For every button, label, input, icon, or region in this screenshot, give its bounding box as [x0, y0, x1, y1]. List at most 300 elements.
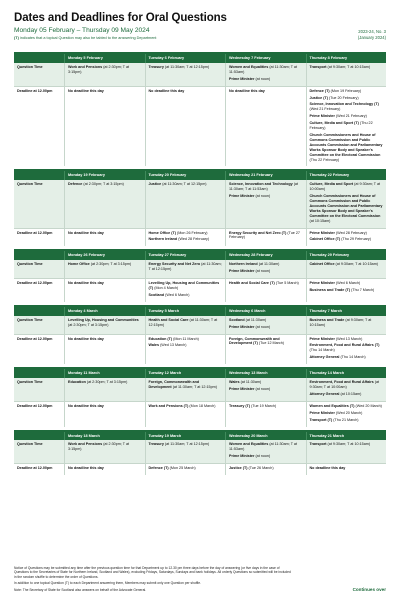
department-entry [149, 65, 223, 70]
department-name: Defence (T) [148, 466, 169, 471]
department-time: (at 11:30am; T at 11:53am) [229, 182, 298, 192]
day-header: Tuesday 20 February [145, 171, 226, 180]
continues-over-label: Continues over [352, 586, 386, 592]
department-time: (at 11:30am) [240, 380, 262, 385]
day-header: Tuesday 12 March [145, 369, 226, 378]
day-header: Monday 18 March [64, 432, 145, 441]
day-header: Tuesday 6 February [145, 54, 226, 63]
department-entry [149, 293, 223, 298]
page-footer [14, 566, 386, 594]
department-entry [68, 65, 142, 75]
department-name: Work and Pensions (T) [148, 403, 189, 408]
question-time-row [14, 378, 386, 402]
day-header: Monday 5 February [64, 54, 145, 63]
day-cell [225, 229, 306, 247]
deadline-row [14, 402, 386, 427]
department-time: (Thu 14 March) [309, 348, 335, 353]
week-block [14, 430, 386, 476]
department-time: (Wed 6 March) [165, 292, 190, 297]
department-name: Northern Ireland [229, 262, 258, 267]
row-label: Deadline at 12.00pm [17, 466, 53, 471]
department-time: (Wed 13 March) [335, 336, 363, 341]
day-cell [306, 316, 387, 334]
week-header-row [14, 307, 386, 316]
department-entry [310, 182, 384, 192]
day-header: Monday 4 March [64, 307, 145, 316]
week-header-row [14, 171, 386, 180]
department-time: (Mon 19 February) [330, 88, 362, 93]
department-name: Prime Minister [229, 269, 255, 274]
department-entry [149, 262, 223, 272]
header-spacer [14, 54, 64, 63]
row-label: Question Time [17, 317, 43, 322]
session-number: 2023-24, No. 3 [358, 29, 386, 34]
day-cell [145, 316, 226, 334]
day-cell [145, 464, 226, 475]
department-name: Wales [229, 380, 240, 385]
department-time: (Wed 20 March) [355, 403, 382, 408]
day-cell [145, 229, 226, 247]
department-entry [68, 380, 142, 385]
department-name: Women and Equalities (T) [309, 403, 355, 408]
department-entry [310, 355, 384, 360]
department-entry [310, 380, 384, 390]
department-entry [310, 337, 384, 342]
department-name: Science, Innovation and Technology [229, 182, 293, 187]
row-label: Deadline at 12.00pm [17, 88, 53, 93]
day-cell [145, 402, 226, 427]
department-time: (at 2:30pm; T at 3:15pm) [86, 380, 128, 385]
department-name: Treasury [148, 64, 164, 69]
topical-legend [14, 36, 386, 40]
department-entry [68, 281, 142, 286]
department-time: (Tue 19 March) [251, 403, 277, 408]
deadline-row [14, 279, 386, 302]
row-label: Question Time [17, 64, 43, 69]
page-header [14, 12, 386, 40]
department-name: Energy Security and Net Zero (T) [229, 230, 287, 235]
department-entry [229, 325, 303, 330]
day-header: Wednesday 21 February [225, 171, 306, 180]
day-header: Monday 11 March [64, 369, 145, 378]
department-time: (at noon) [255, 194, 271, 199]
department-time: (at 2:30pm; T at 3:15pm) [68, 322, 109, 327]
day-cell [64, 63, 145, 86]
session-info [358, 29, 386, 41]
day-header: Thursday 8 February [306, 54, 387, 63]
question-time-row [14, 316, 386, 335]
department-name: Prime Minister [309, 336, 335, 341]
day-header: Thursday 7 March [306, 307, 387, 316]
day-cell [64, 229, 145, 247]
day-cell [145, 260, 226, 278]
day-cell [145, 63, 226, 86]
department-entry [229, 337, 303, 347]
department-time: (at noon) [255, 454, 271, 459]
department-name: Wales [148, 343, 160, 348]
question-time-row [14, 180, 386, 228]
department-entry [229, 318, 303, 323]
department-entry [68, 337, 142, 342]
department-time: (Wed 20 March) [335, 410, 363, 415]
department-time: (Tue 26 March) [248, 466, 274, 471]
day-cell [306, 378, 387, 401]
department-entry [310, 89, 384, 94]
department-name: Treasury [148, 442, 164, 447]
department-entry [229, 387, 303, 392]
department-name: Prime Minister [309, 114, 335, 119]
department-name: Treasury (T) [229, 403, 251, 408]
deadline-row [14, 335, 386, 365]
department-time: (at 2:30pm; T at 3:15pm) [68, 442, 130, 452]
day-cell [145, 335, 226, 365]
day-cell [225, 63, 306, 86]
department-name: Home Office (T) [148, 230, 176, 235]
header-spacer [14, 171, 64, 180]
day-cell [145, 279, 226, 302]
department-name: Attorney General [309, 355, 340, 360]
department-name: Justice (T) [229, 466, 248, 471]
department-name: Business and Trade [309, 317, 345, 322]
department-entry [229, 65, 303, 75]
department-time: (at 2:30pm; T at 3:15pm) [68, 64, 130, 74]
row-label: Question Time [17, 442, 43, 447]
session-date: (January 2024) [357, 35, 386, 40]
department-time: (at 11:30am; T at 12:15pm) [148, 317, 218, 327]
department-name: Levelling Up, Housing and Communities (T) [148, 281, 220, 290]
week-header-row [14, 251, 386, 260]
department-entry [149, 380, 223, 390]
department-entry [68, 442, 142, 452]
department-time: (Tue 27 February) [229, 230, 300, 240]
department-entry [149, 343, 223, 348]
department-entry [310, 418, 384, 423]
department-entry [149, 442, 223, 447]
department-entry [229, 281, 303, 286]
department-entry [310, 392, 384, 397]
department-entry [149, 337, 223, 342]
department-entry [68, 262, 142, 267]
department-name: Scotland [148, 292, 165, 297]
department-name: Cabinet Office [309, 262, 335, 267]
department-entry [229, 262, 303, 267]
department-time: (at 11:30am; T at 11:53am) [229, 64, 297, 74]
day-header: Tuesday 19 March [145, 432, 226, 441]
day-cell [225, 464, 306, 475]
row-label: Deadline at 12.00pm [17, 336, 53, 341]
department-time: (at noon) [255, 76, 271, 81]
department-name: Prime Minister [229, 386, 255, 391]
department-time: (at 9:30am; T at 10:00am) [309, 380, 380, 389]
day-cell [145, 378, 226, 401]
department-time: (Wed 6 March) [335, 281, 361, 286]
department-time: (at 11:30am) [258, 262, 280, 267]
department-name: Church Commissioners and House of Commons Commission and Public Accounts Commission and Parliamentary Works Sponsor Body and Speaker's Committee on the Electoral Commission [309, 194, 383, 218]
schedule-table [14, 52, 386, 478]
department-time: (Mon 26 February) [176, 230, 208, 235]
department-name: Prime Minister [309, 230, 335, 235]
row-label: Question Time [17, 182, 43, 187]
department-entry [229, 404, 303, 409]
header-spacer [14, 251, 64, 260]
topical-marker: (T) [14, 36, 19, 40]
header-spacer [14, 369, 64, 378]
department-entry [310, 237, 384, 242]
week-block [14, 249, 386, 301]
department-name: No deadline this day [68, 88, 104, 93]
department-entry [229, 454, 303, 459]
department-time: (Wed 13 March) [160, 343, 187, 348]
day-cell [145, 180, 226, 227]
department-name: Foreign, Commonwealth and Development (T) [229, 336, 280, 346]
day-header: Thursday 21 March [306, 432, 387, 441]
header-spacer [14, 432, 64, 441]
day-header: Wednesday 13 March [225, 369, 306, 378]
department-time: (at noon) [255, 269, 271, 274]
department-name: Scotland [229, 317, 245, 322]
day-cell [225, 87, 306, 167]
department-name: Work and Pensions [68, 442, 103, 447]
department-time: (at 2:30pm; T at 3:15pm) [90, 262, 132, 267]
department-name: Science, Innovation and Technology (T) [309, 102, 379, 107]
department-entry [310, 65, 384, 70]
row-label: Deadline at 12.00pm [17, 281, 53, 286]
department-time: (at 11:30am) [245, 317, 267, 322]
row-label: Question Time [17, 262, 43, 267]
day-cell [225, 180, 306, 227]
department-time: (at 2:30pm; T at 3:15pm) [83, 182, 124, 187]
row-label: Deadline at 12.00pm [17, 403, 53, 408]
day-cell [225, 440, 306, 463]
day-cell [306, 87, 387, 167]
department-entry [149, 281, 223, 291]
department-name: Energy Security and Net Zero [148, 262, 201, 267]
department-time: (Wed 21 February) [309, 107, 341, 112]
department-time: (at 11:30am; T at 12:15pm) [172, 384, 217, 389]
day-header: Tuesday 27 February [145, 251, 226, 260]
department-time: (Mon 18 March) [189, 403, 216, 408]
day-cell [145, 440, 226, 463]
department-entry [229, 269, 303, 274]
deadline-row [14, 229, 386, 247]
header-spacer [14, 307, 64, 316]
notice-text: Notice of Questions may be submitted any time after the previous question time for that Department up to 12.30 pm three days before the day of answering (or five days in the case of Questions to the Secretaries of State for Northern Ireland, Scotland and Wales), excluding Fridays, Saturdays, Sundays and bank holidays. All orderly Questions so submitted will be included in the random shuffle to determine the order of Questions. [14, 566, 291, 579]
department-time: (Tue 20 February) [328, 95, 359, 100]
department-time: (Thu 14 March) [340, 355, 366, 360]
department-entry [68, 318, 142, 328]
department-entry [310, 411, 384, 416]
department-time: (at 11:30am; T at 11:53am) [229, 442, 297, 452]
department-name: No deadline this day [68, 230, 104, 235]
department-entry [68, 466, 142, 471]
department-name: Prime Minister [229, 76, 255, 81]
day-cell [306, 260, 387, 278]
department-name: No deadline this day [309, 466, 346, 471]
department-entry [149, 89, 223, 94]
day-cell [64, 378, 145, 401]
department-name: Business and Trade (T) [309, 288, 351, 292]
department-name: Education (T) [148, 336, 173, 341]
department-entry [310, 466, 384, 471]
day-cell [64, 260, 145, 278]
deadline-row [14, 464, 386, 475]
department-name: Culture, Media and Sport [309, 182, 354, 187]
department-entry [229, 466, 303, 471]
department-name: Justice (T) [309, 95, 328, 100]
day-cell [306, 279, 387, 302]
department-entry [68, 182, 142, 187]
department-entry [229, 89, 303, 94]
department-name: Northern Ireland [148, 237, 178, 242]
week-block [14, 52, 386, 166]
department-time: (at 11:30am; T at 12:15pm) [162, 182, 207, 187]
department-name: Church Commissioners and House of Commons Commission and Public Accounts Commission and Parliamentary Works Sponsor Body and Speaker's Committee on the Electoral Commission [309, 132, 383, 157]
department-entry [310, 231, 384, 236]
department-time: (Tue 5 March) [275, 281, 299, 286]
department-entry [229, 182, 303, 192]
topical-text: In addition to one topical Question (T) to each Department answering them, Members may submit only one Question per shuffle. [14, 581, 202, 586]
department-entry [310, 114, 384, 119]
department-name: Cabinet Office (T) [309, 237, 341, 242]
department-name: Education [68, 380, 86, 385]
department-time: (at 10:15am) [340, 391, 362, 396]
department-name: Women and Equalities [229, 64, 269, 69]
question-time-row [14, 440, 386, 464]
department-name: Prime Minister [229, 454, 255, 459]
day-header: Tuesday 5 March [145, 307, 226, 316]
day-cell [64, 335, 145, 365]
department-time: (at 11:30am; T at 12:15pm) [148, 262, 222, 272]
day-header: Wednesday 7 February [225, 54, 306, 63]
day-header: Thursday 29 February [306, 251, 387, 260]
week-header-row [14, 369, 386, 378]
day-cell [306, 440, 387, 463]
department-entry [310, 288, 384, 293]
department-name: Environment, Food and Rural Affairs [309, 380, 374, 385]
department-entry [68, 231, 142, 236]
day-cell [225, 378, 306, 401]
department-entry [310, 318, 384, 328]
day-header: Monday 26 February [64, 251, 145, 260]
department-name: Attorney General [309, 391, 340, 396]
week-block [14, 367, 386, 426]
department-entry [149, 231, 223, 236]
week-block [14, 305, 386, 364]
question-time-row [14, 63, 386, 87]
day-header: Thursday 22 February [306, 171, 387, 180]
department-name: No deadline this day [148, 88, 185, 93]
department-entry [68, 404, 142, 409]
day-header: Wednesday 28 February [225, 251, 306, 260]
department-time: (at 9:30am; T at 10:15am) [327, 64, 371, 69]
day-cell [64, 180, 145, 227]
department-time: (at 9:30am; T at 10:15am) [327, 442, 371, 447]
department-name: Prime Minister [309, 410, 335, 415]
day-cell [225, 260, 306, 278]
week-header-row [14, 432, 386, 441]
department-name: Defence (T) [309, 88, 330, 93]
department-time: (at 9:30am; T at 10:15am) [309, 317, 372, 327]
row-label: Deadline at 12.00pm [17, 230, 53, 235]
day-cell [64, 464, 145, 475]
department-name: Foreign, Commonwealth and Development [148, 380, 200, 389]
department-name: Defence [68, 182, 83, 187]
department-entry [310, 133, 384, 162]
department-entry [310, 102, 384, 112]
department-time: (Thu 7 March) [351, 288, 375, 292]
department-entry [149, 237, 223, 242]
department-entry [229, 77, 303, 82]
department-time: (Wed 28 February) [178, 237, 210, 242]
date-range-subtitle: Monday 05 February – Thursday 09 May 2024 [14, 27, 150, 34]
day-cell [64, 402, 145, 427]
day-cell [225, 316, 306, 334]
department-entry [310, 281, 384, 286]
day-cell [306, 229, 387, 247]
department-name: Prime Minister [309, 281, 335, 286]
department-name: Environment, Food and Rural Affairs (T) [309, 343, 380, 348]
department-entry [310, 194, 384, 223]
department-time: (Wed 28 February) [335, 230, 367, 235]
department-time: (Mon 4 March) [154, 286, 179, 290]
department-name: Health and Social Care (T) [229, 281, 275, 286]
department-time: (at 11:30am; T at 12:15pm) [164, 442, 210, 447]
department-entry [229, 380, 303, 385]
department-entry [149, 318, 223, 328]
department-name: Justice [148, 182, 162, 187]
day-cell [64, 316, 145, 334]
department-time: (Thu 22 February) [309, 121, 373, 131]
department-time: (at 10:15am) [309, 218, 331, 223]
department-name: No deadline this day [229, 88, 265, 93]
department-name: Transport [309, 442, 327, 447]
day-header: Wednesday 20 March [225, 432, 306, 441]
day-cell [306, 63, 387, 86]
question-time-row [14, 260, 386, 279]
day-cell [306, 180, 387, 227]
department-entry [229, 194, 303, 199]
department-name: Transport (T) [309, 417, 333, 422]
topical-legend-text: indicates that a topical Question may also be tabled to the answering Department [19, 36, 157, 40]
department-entry [68, 89, 142, 94]
department-entry [229, 442, 303, 452]
day-header: Wednesday 6 March [225, 307, 306, 316]
department-name: Culture, Media and Sport (T) [309, 121, 359, 126]
department-entry [310, 404, 384, 409]
day-cell [64, 87, 145, 167]
department-time: (at noon) [255, 386, 271, 391]
department-name: Levelling Up, Housing and Communities [68, 317, 139, 322]
deadline-row [14, 87, 386, 167]
day-cell [225, 335, 306, 365]
department-entry [310, 343, 384, 353]
department-name: Women and Equalities [229, 442, 269, 447]
department-entry [149, 404, 223, 409]
department-name: Health and Social Care [148, 317, 189, 322]
day-header: Thursday 14 March [306, 369, 387, 378]
department-time: (at noon) [255, 324, 271, 329]
department-name: Home Office [68, 262, 90, 267]
department-time: (Mon 25 March) [169, 466, 196, 471]
department-time: (Wed 21 February) [335, 114, 367, 119]
day-cell [306, 464, 387, 475]
day-cell [225, 402, 306, 427]
department-entry [229, 231, 303, 241]
page-title: Dates and Deadlines for Oral Questions [14, 12, 227, 24]
department-entry [310, 96, 384, 101]
day-cell [306, 402, 387, 427]
department-time: (Tue 12 March) [258, 341, 284, 346]
